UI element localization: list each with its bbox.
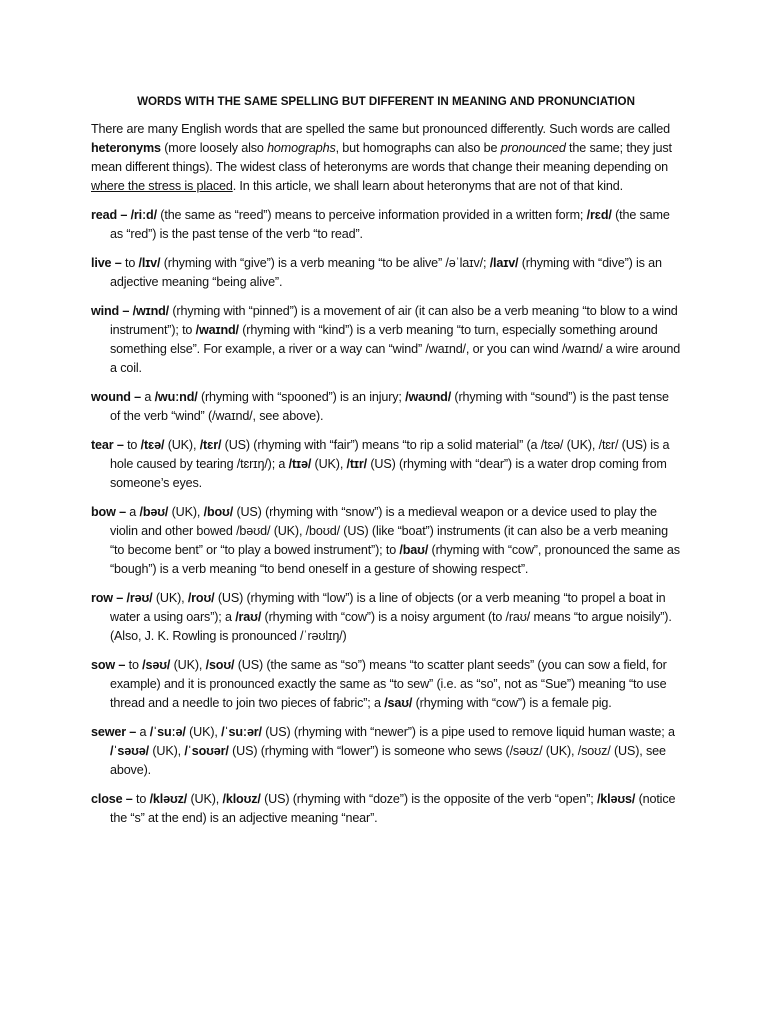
bold-text: tear – xyxy=(91,438,128,452)
document-title: WORDS WITH THE SAME SPELLING BUT DIFFERENT IN MEANING AND PRONUNCIATION xyxy=(137,95,635,108)
bold-text: /riːd/ xyxy=(130,208,157,222)
text-run: (US) (rhyming with “dear”) is a water drop coming from someone’s eyes. xyxy=(110,457,667,490)
italic-text: homographs xyxy=(267,141,336,155)
entry-sow xyxy=(91,656,681,713)
text-run: (rhyming with “kind”) is a verb meaning “to turn, especially something around something else”. For example, a river or a way can “wind” /waɪnd/, or you can wind /waɪnd/ a wire around a coil. xyxy=(110,323,681,375)
bold-text: /laɪv/ xyxy=(489,256,519,270)
entry-tear xyxy=(91,436,681,493)
bold-text: row – xyxy=(91,591,127,605)
italic-text: pronounced xyxy=(500,141,566,155)
bold-text: /wuːnd/ xyxy=(154,390,198,404)
entry-wound xyxy=(91,388,681,426)
entry-live xyxy=(91,254,681,292)
text-run: (UK), xyxy=(152,591,188,605)
text-run: (US) (rhyming with “fair”) means “to rip a solid material” (a /tɛə/ (UK), /tɛr/ (US) is a hole caused by tearing /tɛrɪŋ/); a xyxy=(110,438,670,471)
bold-text: /tɪr/ xyxy=(346,457,367,471)
text-run: a xyxy=(139,725,150,739)
bold-text: /tɪə/ xyxy=(288,457,312,471)
entry-row xyxy=(91,589,681,646)
bold-text: live – xyxy=(91,256,125,270)
text-run: (UK), xyxy=(170,658,206,672)
underlined-text: where the stress is placed xyxy=(91,179,233,193)
text-run: a xyxy=(129,505,140,519)
bold-text: /kləʊz/ xyxy=(149,792,188,806)
text-run: (rhyming with “dive”) is an adjective meaning “being alive”. xyxy=(110,256,662,289)
entry-wind xyxy=(91,302,681,378)
text-run: (rhyming with “spooned”) is an injury; xyxy=(197,390,406,404)
bold-text: /lɪv/ xyxy=(138,256,161,270)
text-run: (US) (rhyming with “snow”) is a medieval weapon or a device used to play the violin and other bowed /bəʊd/ (UK), /boʊd/ (US) (like “boat”) instruments (it can also be a verb meaning “to become bent” or “to play a bowed instrument”); to xyxy=(110,505,669,557)
text-run: to xyxy=(124,256,139,270)
bold-text: wind – xyxy=(91,304,133,318)
bold-text: sewer – xyxy=(91,725,140,739)
text-run: (UK), xyxy=(168,505,204,519)
text-run: a xyxy=(144,390,155,404)
text-run: to xyxy=(136,792,150,806)
bold-text: /saʊ/ xyxy=(384,696,413,710)
text-run: to xyxy=(127,438,141,452)
bold-text: /bəʊ/ xyxy=(139,505,169,519)
bold-text: /ˈsəʊə/ xyxy=(110,744,149,758)
bold-text: /raʊ/ xyxy=(235,610,262,624)
text-run: (UK), xyxy=(185,725,222,739)
text-run: (rhyming with “sound”) is the past tense of the verb “wind” (/waɪnd/, see above). xyxy=(110,390,669,423)
entry-close xyxy=(91,790,681,828)
text-run: (the same as “reed”) means to perceive information provided in a written form; xyxy=(156,208,587,222)
bold-text: /wɪnd/ xyxy=(132,304,170,318)
bold-text: /soʊ/ xyxy=(205,658,235,672)
text-run: (rhyming with “pinned”) is a movement of air (it can also be a verb meaning “to blow to a wind instrument”); to xyxy=(110,304,678,337)
document-body xyxy=(91,92,681,838)
bold-text: heteronyms xyxy=(91,141,161,155)
bold-text: bow – xyxy=(91,505,130,519)
text-run: (UK), xyxy=(311,457,347,471)
text-run: (more loosely also xyxy=(160,141,268,155)
text-run: (US) (rhyming with “lower”) is someone who sews (/səʊz/ (UK), /soʊz/ (US), see above). xyxy=(110,744,666,777)
text-run: There are many English words that are spelled the same but pronounced differently. Such words are called xyxy=(91,122,670,136)
text-run: (the same as “red”) is the past tense of the verb “to read”. xyxy=(110,208,670,241)
text-run: (US) (the same as “so”) means “to scatter plant seeds” (you can sow a field, for example) and it is pronounced exactly the same as “to sew” (i.e. as “so”, not as “Sue”) meaning “to use thread and a needle to join two pieces of fabric”; a xyxy=(110,658,667,710)
bold-text: /waʊnd/ xyxy=(405,390,452,404)
text-run: . In this article, we shall learn about heteronyms that are not of that kind. xyxy=(232,179,623,193)
text-run: (rhyming with “cow”) is a female pig. xyxy=(412,696,612,710)
entry-bow xyxy=(91,503,681,579)
text-run: (UK), xyxy=(187,792,223,806)
bold-text: /səʊ/ xyxy=(142,658,171,672)
bold-text: /kləʊs/ xyxy=(596,792,636,806)
bold-text: /rəʊ/ xyxy=(126,591,153,605)
bold-text: /tɛə/ xyxy=(140,438,165,452)
heteronym-list xyxy=(91,206,681,828)
intro-paragraph xyxy=(91,120,681,196)
bold-text: sow – xyxy=(91,658,129,672)
text-run: (notice the “s” at the end) is an adjective meaning “near”. xyxy=(110,792,676,825)
text-run: (US) (rhyming with “low”) is a line of objects (or a verb meaning “to propel a boat in water a using oars”); a xyxy=(110,591,666,624)
text-run: (US) (rhyming with “newer”) is a pipe used to remove liquid human waste; a xyxy=(261,725,675,739)
entry-sewer xyxy=(91,723,681,780)
entry-read xyxy=(91,206,681,244)
bold-text: /ˈsoʊər/ xyxy=(184,744,229,758)
bold-text: /baʊ/ xyxy=(399,543,429,557)
text-run: the same; they just mean different things). The widest class of heteronyms are words that change their meaning depending on xyxy=(91,141,672,174)
text-run: , but homographs can also be xyxy=(335,141,501,155)
bold-text: /ˈsuːər/ xyxy=(221,725,262,739)
text-run: (rhyming with “cow”) is a noisy argument (to /raʊ/ means “to argue noisily”). (Also, J. K. Rowling is pronounced /ˈrəʊlɪŋ/) xyxy=(110,610,672,643)
bold-text: read – xyxy=(91,208,131,222)
bold-text: /roʊ/ xyxy=(187,591,215,605)
bold-text: wound – xyxy=(91,390,145,404)
bold-text: /waɪnd/ xyxy=(195,323,239,337)
text-run: to xyxy=(128,658,143,672)
bold-text: /kloʊz/ xyxy=(222,792,261,806)
text-run: (UK), xyxy=(148,744,185,758)
text-run: (UK), xyxy=(164,438,200,452)
bold-text: /rɛd/ xyxy=(586,208,612,222)
bold-text: close – xyxy=(91,792,137,806)
text-run: (US) (rhyming with “doze”) is the opposite of the verb “open”; xyxy=(260,792,597,806)
text-run: (rhyming with “give”) is a verb meaning “to be alive” /əˈlaɪv/; xyxy=(160,256,490,270)
bold-text: /tɛr/ xyxy=(199,438,222,452)
bold-text: /ˈsuːə/ xyxy=(149,725,186,739)
text-run: (rhyming with “cow”, pronounced the same as “bough”) is a verb meaning “to bend oneself in a gesture of showing respect”. xyxy=(110,543,680,576)
bold-text: /boʊ/ xyxy=(203,505,234,519)
